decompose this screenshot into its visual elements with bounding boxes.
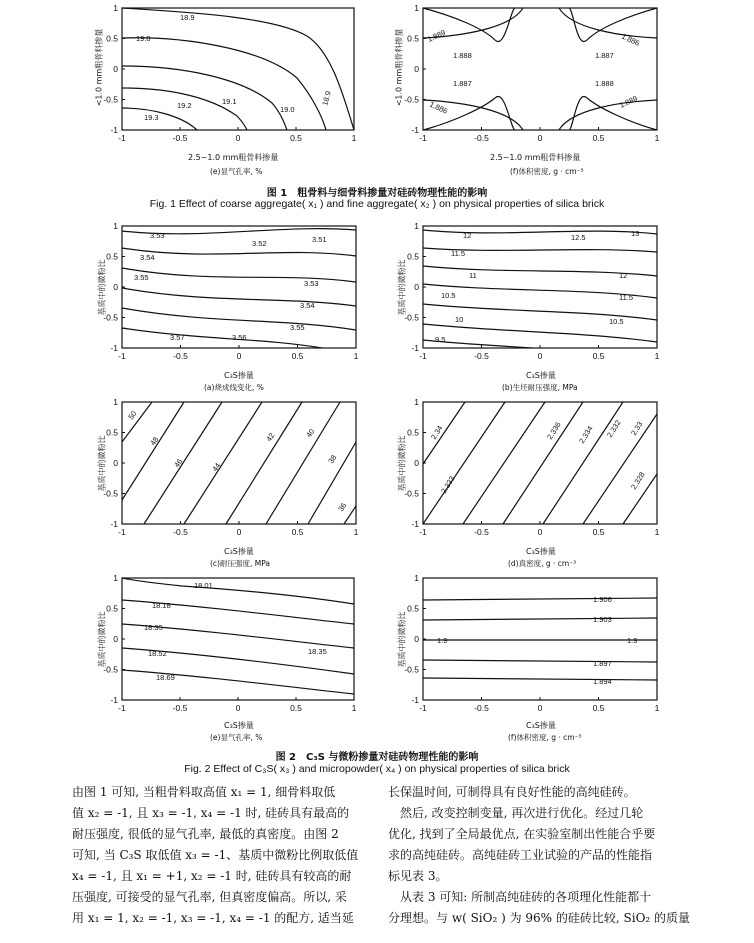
x-tick-label: 1 xyxy=(654,351,660,361)
x-tick-label: -0.5 xyxy=(172,133,188,143)
fig2c-xlabel: C₃S掺量 xyxy=(224,547,254,556)
contour-label: 1.886 xyxy=(428,99,449,116)
fig2-panel-a xyxy=(103,221,362,361)
svg-text:11.5: 11.5 xyxy=(619,293,634,302)
fig2c-caption: (c)耐压强度, MPa xyxy=(210,559,270,568)
y-tick-label: 0.5 xyxy=(106,603,118,614)
fig2d-xlabel: C₃S掺量 xyxy=(526,547,556,556)
x-tick-label: -1 xyxy=(419,133,427,143)
y-tick-label: 0 xyxy=(414,64,419,74)
contour-label: 1.889 xyxy=(426,27,447,44)
svg-text:44: 44 xyxy=(210,461,223,474)
x-tick-label: -0.5 xyxy=(474,703,489,713)
contour-label: 18.9 xyxy=(320,90,333,107)
fig2-panel-b xyxy=(404,221,663,361)
figure2-caption-cn: 图 2 C₃S 与微粉掺量对硅砖物理性能的影响 xyxy=(275,752,479,763)
body-line: 耐压强度, 很低的显气孔率, 最低的真密度。由图 2 xyxy=(72,827,339,841)
x-tick-label: 0.5 xyxy=(592,527,605,537)
svg-text:2.33: 2.33 xyxy=(629,419,645,438)
y-tick-label: 1 xyxy=(414,397,419,407)
svg-text:2.34: 2.34 xyxy=(429,423,445,442)
svg-text:3.56: 3.56 xyxy=(232,333,247,342)
y-tick-label: 0 xyxy=(113,458,118,468)
body-line: 从表 3 可知: 所制高纯硅砖的各项理化性能都十 xyxy=(388,890,652,904)
x-tick-label: -1 xyxy=(419,703,427,713)
svg-text:1.903: 1.903 xyxy=(593,615,612,624)
fig2-panel-f xyxy=(404,573,663,713)
fig2e-ylabel: 基质中的微粉比 xyxy=(97,611,107,668)
x-tick-label: 1 xyxy=(654,133,660,143)
body-line: 分理想。与 w( SiO₂ ) 为 96% 的硅砖比较, SiO₂ 的质量 xyxy=(388,911,691,925)
y-tick-label: -1 xyxy=(411,343,419,353)
svg-text:50: 50 xyxy=(126,409,139,422)
contour-label: 19.0 xyxy=(136,34,151,43)
x-tick-label: -0.5 xyxy=(474,527,489,537)
y-tick-label: 0.5 xyxy=(407,427,419,438)
svg-text:11.5: 11.5 xyxy=(451,249,466,258)
svg-text:3.51: 3.51 xyxy=(312,235,327,244)
body-line: 然后, 改变控制变量, 再次进行优化。经过几轮 xyxy=(388,806,644,820)
body-right-column xyxy=(388,782,691,929)
y-tick-label: 0.5 xyxy=(106,33,118,44)
svg-text:18.52: 18.52 xyxy=(148,649,167,658)
x-tick-label: -0.5 xyxy=(474,351,489,361)
x-tick-label: 0.5 xyxy=(291,351,304,361)
svg-text:2.333: 2.333 xyxy=(439,474,457,496)
svg-text:3.57: 3.57 xyxy=(170,333,185,342)
y-tick-label: -1 xyxy=(411,125,419,135)
svg-text:10: 10 xyxy=(455,315,464,324)
contour-label: 19.2 xyxy=(177,101,192,110)
fig1e-ylabel: <1.0 mm粗骨料掺量 xyxy=(94,28,104,107)
y-tick-label: -1 xyxy=(110,695,118,705)
fig2e-xlabel: C₃S掺量 xyxy=(224,721,254,730)
body-line: 用 x₁ = 1, x₂ = -1, x₃ = -1, x₄ = -1 的配方, 适当延 xyxy=(72,911,354,925)
body-line: 值 x₂ = -1, 且 x₃ = -1, x₄ = -1 时, 硅砖具有最高的 xyxy=(72,806,350,820)
svg-text:2.336: 2.336 xyxy=(545,420,563,442)
contour-label: 1.889 xyxy=(618,93,639,110)
contour-line xyxy=(122,108,197,130)
fig2-panel-d xyxy=(404,397,663,537)
x-tick-label: 0 xyxy=(236,527,242,537)
y-tick-label: 0 xyxy=(113,634,118,644)
fig2b-caption: (b)生坯耐压强度, MPa xyxy=(502,383,578,392)
y-tick-label: -0.5 xyxy=(404,312,419,323)
x-tick-label: -0.5 xyxy=(474,133,489,143)
svg-text:1.9: 1.9 xyxy=(437,636,448,645)
fig1e-caption: (e)显气孔率, % xyxy=(210,167,263,176)
contour-label: 1.887 xyxy=(453,79,472,88)
fig1f-xlabel: 2.5~1.0 mm粗骨料掺量 xyxy=(490,153,581,162)
contour-label: 19.3 xyxy=(144,113,159,122)
body-left-column xyxy=(72,782,372,929)
body-line: 标见表 3。 xyxy=(388,869,448,883)
fig2d-caption: (d)真密度, g · cm⁻³ xyxy=(508,559,577,568)
y-tick-label: 0.5 xyxy=(407,603,419,614)
y-tick-label: 0.5 xyxy=(106,251,118,262)
y-tick-label: 1 xyxy=(113,397,118,407)
y-tick-label: 0.5 xyxy=(407,251,419,262)
svg-text:18.18: 18.18 xyxy=(152,601,171,610)
figure1-caption-cn: 图 1 粗骨料与细骨料掺量对硅砖物理性能的影响 xyxy=(266,188,488,199)
fig2a-caption: (a)烧成线变化, % xyxy=(204,383,264,392)
svg-text:18.69: 18.69 xyxy=(156,673,175,682)
svg-text:10.5: 10.5 xyxy=(441,291,456,300)
x-tick-label: -1 xyxy=(118,527,126,537)
fig2a-ylabel: 基质中的微粉比 xyxy=(97,259,107,316)
fig1f-caption: (f)体积密度, g · cm⁻³ xyxy=(510,167,584,176)
x-tick-label: 0 xyxy=(537,133,543,143)
y-tick-label: 1 xyxy=(113,573,118,583)
svg-text:38: 38 xyxy=(326,453,339,466)
x-tick-label: -0.5 xyxy=(173,527,188,537)
svg-text:48: 48 xyxy=(148,435,161,448)
svg-text:3.52: 3.52 xyxy=(252,239,267,248)
y-tick-label: 1 xyxy=(414,221,419,231)
svg-text:3.54: 3.54 xyxy=(140,253,155,262)
fig2f-xlabel: C₃S掺量 xyxy=(526,721,556,730)
y-tick-label: -0.5 xyxy=(404,664,419,675)
y-tick-label: 1 xyxy=(113,221,118,231)
contour-label: 1.886 xyxy=(620,31,641,48)
svg-text:1.9: 1.9 xyxy=(627,636,638,645)
svg-text:1.906: 1.906 xyxy=(593,595,612,604)
x-tick-label: 1 xyxy=(351,133,357,143)
y-tick-label: -1 xyxy=(110,343,118,353)
y-tick-label: -0.5 xyxy=(404,94,419,105)
body-line: 由图 1 可知, 当粗骨料取高值 x₁ = 1, 细骨料取低 xyxy=(72,785,336,799)
x-tick-label: -1 xyxy=(118,703,126,713)
svg-text:36: 36 xyxy=(336,501,349,514)
fig2b-ylabel: 基质中的微粉比 xyxy=(397,259,407,316)
x-tick-label: 0 xyxy=(537,351,543,361)
y-tick-label: 1 xyxy=(414,573,419,583)
x-tick-label: -1 xyxy=(419,527,427,537)
y-tick-label: -0.5 xyxy=(103,664,118,675)
y-tick-label: 0 xyxy=(113,282,118,292)
svg-text:2.332: 2.332 xyxy=(605,418,623,440)
svg-text:42: 42 xyxy=(264,431,277,444)
y-tick-label: 1 xyxy=(414,3,419,13)
fig2-panel-c xyxy=(103,397,362,537)
svg-text:3.55: 3.55 xyxy=(290,323,305,332)
svg-text:18.01: 18.01 xyxy=(194,581,213,590)
svg-text:12.5: 12.5 xyxy=(571,233,586,242)
contour-label: 19.1 xyxy=(222,97,237,106)
fig1f-ylabel: <1.0 mm粗骨料掺量 xyxy=(394,28,404,107)
svg-text:3.55: 3.55 xyxy=(134,273,149,282)
x-tick-label: 0.5 xyxy=(592,133,605,143)
fig2a-xlabel: C₃S掺量 xyxy=(224,371,254,380)
x-tick-label: 0.5 xyxy=(291,527,304,537)
body-line: 求的高纯硅砖。高纯硅砖工业试验的产品的性能指 xyxy=(388,848,653,862)
x-tick-label: 0 xyxy=(235,703,241,713)
x-tick-label: 0.5 xyxy=(290,133,302,143)
x-tick-label: 0.5 xyxy=(592,703,605,713)
svg-text:12: 12 xyxy=(463,231,472,240)
svg-text:18.35: 18.35 xyxy=(308,647,327,656)
x-tick-label: 0 xyxy=(537,527,543,537)
x-tick-label: 0 xyxy=(537,703,543,713)
contour-label: 1.888 xyxy=(453,51,472,60)
svg-text:3.54: 3.54 xyxy=(300,301,315,310)
svg-text:10.5: 10.5 xyxy=(609,317,624,326)
svg-text:13: 13 xyxy=(631,229,640,238)
y-tick-label: -1 xyxy=(110,519,118,529)
contour-label: 18.9 xyxy=(180,13,195,22)
y-tick-label: -1 xyxy=(110,125,118,135)
fig1-panel-f xyxy=(404,3,663,143)
svg-text:9.5: 9.5 xyxy=(435,335,446,344)
svg-text:40: 40 xyxy=(304,427,317,440)
y-tick-label: 0.5 xyxy=(407,33,419,44)
fig1-panel-e xyxy=(103,3,362,143)
svg-text:3.53: 3.53 xyxy=(304,279,319,288)
x-tick-label: -1 xyxy=(118,133,126,143)
contour-label: 1.887 xyxy=(595,51,614,60)
fig2-panel-e xyxy=(103,573,362,713)
body-line: 压强度, 可接受的显气孔率, 但真密度偏高。所以, 采 xyxy=(72,890,347,904)
figure1-caption-en: Fig. 1 Effect of coarse aggregate( x₁ ) and fine aggregate( x₂ ) on physical properties of silica brick xyxy=(149,198,605,210)
y-tick-label: -0.5 xyxy=(103,312,118,323)
x-tick-label: 1 xyxy=(654,703,660,713)
body-line: 优化, 找到了全局最优点, 在实验室制出性能合乎要 xyxy=(388,827,656,841)
contour-label: 19.0 xyxy=(280,105,295,114)
y-tick-label: 0 xyxy=(113,64,118,74)
x-tick-label: 1 xyxy=(351,703,357,713)
fig2b-xlabel: C₃S掺量 xyxy=(526,371,556,380)
body-line: 长保温时间, 可制得具有良好性能的高纯硅砖。 xyxy=(388,785,636,799)
x-tick-label: 1 xyxy=(353,527,359,537)
fig2f-ylabel: 基质中的微粉比 xyxy=(397,611,407,668)
x-tick-label: 1 xyxy=(353,351,359,361)
body-line: 可知, 当 C₃S 取低值 x₃ = -1、基质中微粉比例取低值 xyxy=(72,848,359,862)
y-tick-label: 0.5 xyxy=(106,427,118,438)
y-tick-label: 0 xyxy=(414,634,419,644)
svg-text:11: 11 xyxy=(469,271,477,280)
y-tick-label: 0 xyxy=(414,282,419,292)
svg-text:3.53: 3.53 xyxy=(150,231,165,240)
y-tick-label: -1 xyxy=(411,519,419,529)
x-tick-label: -0.5 xyxy=(173,351,188,361)
y-tick-label: -1 xyxy=(411,695,419,705)
fig2f-caption: (f)体积密度, g · cm⁻³ xyxy=(508,733,582,742)
y-tick-label: 1 xyxy=(113,3,118,13)
y-tick-label: -0.5 xyxy=(103,488,118,499)
x-tick-label: 0 xyxy=(236,351,242,361)
fig2d-ylabel: 基质中的微粉比 xyxy=(397,435,407,492)
y-tick-label: 0 xyxy=(414,458,419,468)
svg-text:1.894: 1.894 xyxy=(593,677,612,686)
x-tick-label: 0.5 xyxy=(290,703,302,713)
svg-text:1.897: 1.897 xyxy=(593,659,612,668)
figure2-caption-en: Fig. 2 Effect of C₃S( x₃ ) and micropowder( x₄ ) on physical properties of silica brick xyxy=(184,763,570,775)
fig2c-ylabel: 基质中的微粉比 xyxy=(97,435,107,492)
x-tick-label: -1 xyxy=(419,351,427,361)
svg-text:46: 46 xyxy=(172,457,185,470)
x-tick-label: 0 xyxy=(235,133,241,143)
x-tick-label: -0.5 xyxy=(172,703,188,713)
x-tick-label: -1 xyxy=(118,351,126,361)
y-tick-label: -0.5 xyxy=(404,488,419,499)
svg-text:12: 12 xyxy=(619,271,628,280)
fig2e-caption: (e)显气孔率, % xyxy=(210,733,263,742)
contour-label: 1.888 xyxy=(595,79,614,88)
svg-text:2.328: 2.328 xyxy=(629,470,647,492)
svg-text:2.334: 2.334 xyxy=(577,424,595,446)
x-tick-label: 0.5 xyxy=(592,351,605,361)
body-line: x₄ = -1, 且 x₁ = +1, x₂ = -1 时, 硅砖具有较高的耐 xyxy=(72,869,352,883)
svg-text:18.35: 18.35 xyxy=(144,623,163,632)
y-tick-label: -0.5 xyxy=(103,94,118,105)
fig1e-xlabel: 2.5~1.0 mm粗骨料掺量 xyxy=(188,153,279,162)
x-tick-label: 1 xyxy=(654,527,660,537)
